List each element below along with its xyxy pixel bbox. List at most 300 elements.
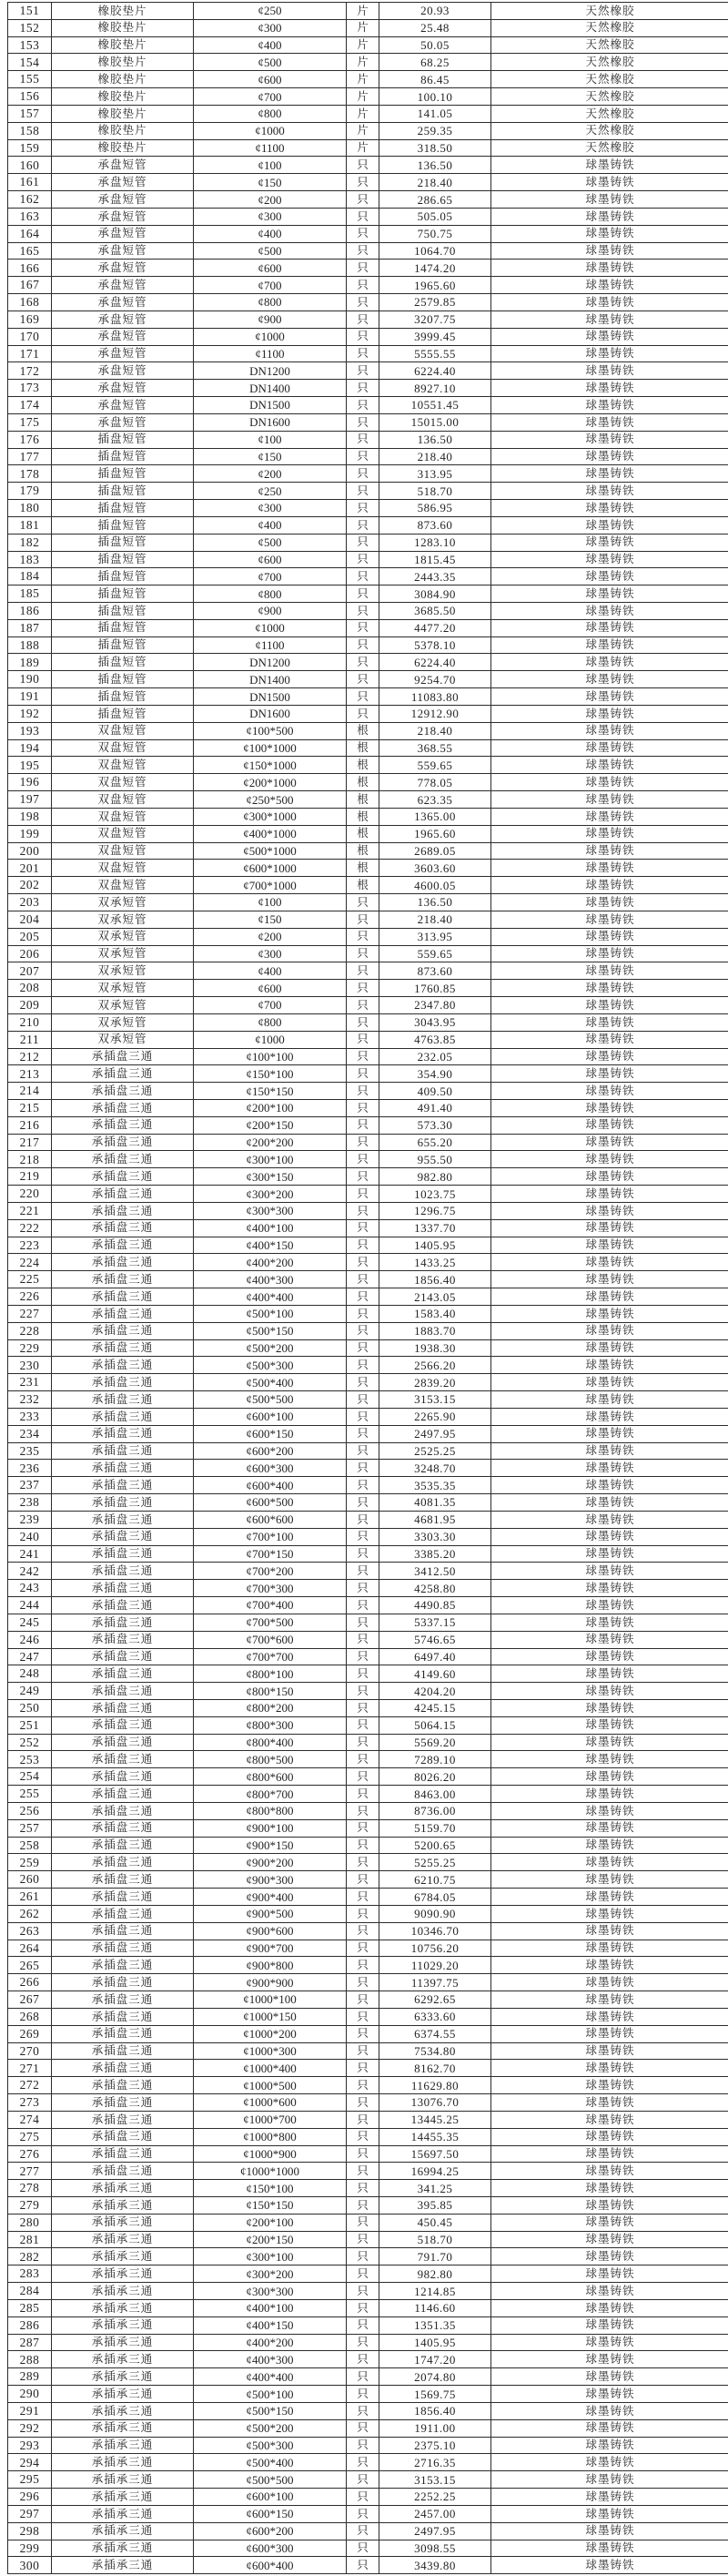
price-cell: 2525.25 xyxy=(379,1442,491,1460)
specification-cell: ¢100 xyxy=(194,431,347,448)
price-cell: 4681.95 xyxy=(379,1511,491,1528)
table-row xyxy=(8,1699,728,1716)
item-name-cell: 承插承三通 xyxy=(52,2368,194,2386)
row-number-cell: 153 xyxy=(8,36,52,54)
unit-cell: 只 xyxy=(347,2180,379,2197)
specification-cell: ¢600*200 xyxy=(194,2522,347,2540)
unit-cell: 只 xyxy=(347,1460,379,1477)
item-name-cell: 承盘短管 xyxy=(52,157,194,174)
price-cell: 232.05 xyxy=(379,1048,491,1065)
material-cell: 球墨铸铁 xyxy=(491,431,728,448)
material-cell: 球墨铸铁 xyxy=(491,1889,728,1906)
material-cell: 球墨铸铁 xyxy=(491,2042,728,2060)
specification-cell: ¢100 xyxy=(194,894,347,911)
price-cell: 3412.50 xyxy=(379,1563,491,1580)
price-cell: 1965.60 xyxy=(379,825,491,842)
price-cell: 873.60 xyxy=(379,516,491,534)
table-row xyxy=(8,1460,728,1477)
row-number-cell: 299 xyxy=(8,2540,52,2557)
unit-cell: 只 xyxy=(347,1425,379,1442)
row-number-cell: 218 xyxy=(8,1151,52,1168)
specification-cell: ¢600 xyxy=(194,260,347,277)
row-number-cell: 266 xyxy=(8,1974,52,1991)
row-number-cell: 248 xyxy=(8,1665,52,1683)
item-name-cell: 橡胶垫片 xyxy=(52,71,194,88)
price-cell: 4477.20 xyxy=(379,619,491,636)
material-cell: 球墨铸铁 xyxy=(491,1905,728,1922)
item-name-cell: 承插盘三通 xyxy=(52,2042,194,2060)
row-number-cell: 297 xyxy=(8,2505,52,2522)
table-row xyxy=(8,157,728,174)
material-cell: 球墨铸铁 xyxy=(491,1631,728,1648)
item-name-cell: 承插承三通 xyxy=(52,2180,194,2197)
material-cell: 球墨铸铁 xyxy=(491,277,728,294)
item-name-cell: 承插盘三通 xyxy=(52,1528,194,1545)
specification-cell: ¢800*150 xyxy=(194,1683,347,1700)
material-cell: 球墨铸铁 xyxy=(491,1322,728,1339)
unit-cell: 只 xyxy=(347,1802,379,1819)
row-number-cell: 185 xyxy=(8,585,52,603)
unit-cell: 片 xyxy=(347,3,379,20)
row-number-cell: 265 xyxy=(8,1957,52,1974)
row-number-cell: 192 xyxy=(8,705,52,722)
unit-cell: 片 xyxy=(347,36,379,54)
row-number-cell: 184 xyxy=(8,568,52,585)
unit-cell: 只 xyxy=(347,705,379,722)
table-row xyxy=(8,1716,728,1734)
material-cell: 球墨铸铁 xyxy=(491,636,728,654)
unit-cell: 只 xyxy=(347,2077,379,2094)
unit-cell: 只 xyxy=(347,1854,379,1871)
specification-cell: ¢300 xyxy=(194,500,347,517)
specification-cell: DN1400 xyxy=(194,671,347,688)
price-cell: 4245.15 xyxy=(379,1699,491,1716)
item-name-cell: 橡胶垫片 xyxy=(52,54,194,71)
material-cell: 球墨铸铁 xyxy=(491,585,728,603)
price-cell: 10756.20 xyxy=(379,1940,491,1957)
price-list-table xyxy=(7,2,728,2574)
row-number-cell: 243 xyxy=(8,1580,52,1597)
material-cell: 球墨铸铁 xyxy=(491,1288,728,1306)
unit-cell: 只 xyxy=(347,277,379,294)
item-name-cell: 承插盘三通 xyxy=(52,1716,194,1734)
row-number-cell: 263 xyxy=(8,1922,52,1940)
material-cell: 球墨铸铁 xyxy=(491,380,728,397)
specification-cell: ¢400*200 xyxy=(194,1254,347,1271)
table-row xyxy=(8,397,728,414)
material-cell: 球墨铸铁 xyxy=(491,2283,728,2300)
item-name-cell: 承插承三通 xyxy=(52,2522,194,2540)
price-cell: 15015.00 xyxy=(379,413,491,431)
unit-cell: 只 xyxy=(347,2351,379,2368)
price-cell: 6210.75 xyxy=(379,1871,491,1889)
row-number-cell: 203 xyxy=(8,894,52,911)
price-cell: 11029.20 xyxy=(379,1957,491,1974)
material-cell: 球墨铸铁 xyxy=(491,1974,728,1991)
material-cell: 球墨铸铁 xyxy=(491,894,728,911)
item-name-cell: 承插盘三通 xyxy=(52,1683,194,1700)
row-number-cell: 240 xyxy=(8,1528,52,1545)
price-cell: 2566.20 xyxy=(379,1357,491,1374)
table-row xyxy=(8,1442,728,1460)
unit-cell: 只 xyxy=(347,1339,379,1357)
material-cell: 球墨铸铁 xyxy=(491,877,728,894)
price-cell: 559.65 xyxy=(379,945,491,962)
row-number-cell: 244 xyxy=(8,1597,52,1614)
specification-cell: ¢400*300 xyxy=(194,1271,347,1288)
material-cell: 球墨铸铁 xyxy=(491,534,728,551)
item-name-cell: 承插承三通 xyxy=(52,2386,194,2403)
row-number-cell: 175 xyxy=(8,413,52,431)
table-row xyxy=(8,551,728,568)
specification-cell: DN1200 xyxy=(194,654,347,671)
row-number-cell: 286 xyxy=(8,2316,52,2334)
material-cell: 球墨铸铁 xyxy=(491,2299,728,2316)
table-row xyxy=(8,1013,728,1031)
row-number-cell: 172 xyxy=(8,362,52,380)
row-number-cell: 195 xyxy=(8,757,52,774)
item-name-cell: 承插盘三通 xyxy=(52,1889,194,1906)
table-row xyxy=(8,1889,728,1906)
row-number-cell: 234 xyxy=(8,1425,52,1442)
price-cell: 2347.80 xyxy=(379,997,491,1014)
price-cell: 3603.60 xyxy=(379,860,491,877)
table-row xyxy=(8,1186,728,1203)
specification-cell: ¢800*800 xyxy=(194,1802,347,1819)
specification-cell: ¢800 xyxy=(194,585,347,603)
material-cell: 球墨铸铁 xyxy=(491,174,728,191)
table-row xyxy=(8,2419,728,2437)
material-cell: 球墨铸铁 xyxy=(491,1528,728,1545)
unit-cell: 片 xyxy=(347,139,379,157)
item-name-cell: 承插盘三通 xyxy=(52,1922,194,1940)
item-name-cell: 承插盘三通 xyxy=(52,1288,194,1306)
row-number-cell: 155 xyxy=(8,71,52,88)
price-cell: 13445.25 xyxy=(379,2111,491,2128)
price-cell: 1146.60 xyxy=(379,2299,491,2316)
row-number-cell: 294 xyxy=(8,2454,52,2471)
row-number-cell: 187 xyxy=(8,619,52,636)
table-row xyxy=(8,1957,728,1974)
row-number-cell: 215 xyxy=(8,1100,52,1117)
table-row xyxy=(8,860,728,877)
item-name-cell: 承插盘三通 xyxy=(52,2163,194,2180)
specification-cell: ¢500*100 xyxy=(194,1305,347,1322)
unit-cell: 只 xyxy=(347,2231,379,2248)
table-row xyxy=(8,516,728,534)
specification-cell: ¢600 xyxy=(194,980,347,997)
unit-cell: 只 xyxy=(347,1528,379,1545)
unit-cell: 只 xyxy=(347,980,379,997)
table-row xyxy=(8,1734,728,1751)
row-number-cell: 272 xyxy=(8,2077,52,2094)
price-cell: 873.60 xyxy=(379,962,491,980)
item-name-cell: 承盘短管 xyxy=(52,397,194,414)
specification-cell: ¢300*100 xyxy=(194,1151,347,1168)
table-row xyxy=(8,122,728,139)
unit-cell: 片 xyxy=(347,19,379,36)
price-cell: 623.35 xyxy=(379,791,491,809)
item-name-cell: 承插盘三通 xyxy=(52,1819,194,1837)
specification-cell: ¢500*400 xyxy=(194,1374,347,1391)
unit-cell: 只 xyxy=(347,1391,379,1409)
row-number-cell: 166 xyxy=(8,260,52,277)
item-name-cell: 承插盘三通 xyxy=(52,1665,194,1683)
row-number-cell: 209 xyxy=(8,997,52,1014)
item-name-cell: 插盘短管 xyxy=(52,516,194,534)
specification-cell: ¢500 xyxy=(194,54,347,71)
material-cell: 球墨铸铁 xyxy=(491,1186,728,1203)
table-row xyxy=(8,328,728,345)
price-cell: 4600.05 xyxy=(379,877,491,894)
table-row xyxy=(8,1219,728,1237)
item-name-cell: 承插盘三通 xyxy=(52,2060,194,2077)
unit-cell: 根 xyxy=(347,774,379,791)
material-cell: 球墨铸铁 xyxy=(491,2077,728,2094)
price-cell: 68.25 xyxy=(379,54,491,71)
specification-cell: ¢700*300 xyxy=(194,1580,347,1597)
item-name-cell: 承插盘三通 xyxy=(52,1734,194,1751)
material-cell: 天然橡胶 xyxy=(491,36,728,54)
material-cell: 球墨铸铁 xyxy=(491,2316,728,2334)
unit-cell: 只 xyxy=(347,1305,379,1322)
unit-cell: 只 xyxy=(347,225,379,242)
specification-cell: DN1600 xyxy=(194,413,347,431)
item-name-cell: 承插盘三通 xyxy=(52,1186,194,1203)
specification-cell: ¢200 xyxy=(194,191,347,209)
price-cell: 11397.75 xyxy=(379,1974,491,1991)
unit-cell: 只 xyxy=(347,2248,379,2265)
table-row xyxy=(8,705,728,722)
item-name-cell: 承插承三通 xyxy=(52,2351,194,2368)
row-number-cell: 220 xyxy=(8,1186,52,1203)
specification-cell: ¢1100 xyxy=(194,636,347,654)
unit-cell: 只 xyxy=(347,2386,379,2403)
material-cell: 球墨铸铁 xyxy=(491,722,728,739)
row-number-cell: 290 xyxy=(8,2386,52,2403)
item-name-cell: 承盘短管 xyxy=(52,208,194,225)
item-name-cell: 双承短管 xyxy=(52,962,194,980)
price-cell: 2716.35 xyxy=(379,2454,491,2471)
table-row xyxy=(8,1665,728,1683)
unit-cell: 只 xyxy=(347,1168,379,1186)
unit-cell: 只 xyxy=(347,1494,379,1512)
table-row xyxy=(8,2025,728,2042)
table-row xyxy=(8,534,728,551)
unit-cell: 只 xyxy=(347,2197,379,2215)
table-row xyxy=(8,1425,728,1442)
price-cell: 12912.90 xyxy=(379,705,491,722)
item-name-cell: 双盘短管 xyxy=(52,860,194,877)
item-name-cell: 插盘短管 xyxy=(52,483,194,500)
specification-cell: ¢200*150 xyxy=(194,2231,347,2248)
price-cell: 2497.95 xyxy=(379,2522,491,2540)
row-number-cell: 212 xyxy=(8,1048,52,1065)
price-cell: 6333.60 xyxy=(379,2008,491,2025)
table-row xyxy=(8,688,728,706)
item-name-cell: 承插盘三通 xyxy=(52,1511,194,1528)
unit-cell: 只 xyxy=(347,242,379,260)
item-name-cell: 插盘短管 xyxy=(52,688,194,706)
price-cell: 559.65 xyxy=(379,757,491,774)
row-number-cell: 289 xyxy=(8,2368,52,2386)
unit-cell: 根 xyxy=(347,860,379,877)
table-row xyxy=(8,722,728,739)
price-cell: 1337.70 xyxy=(379,1219,491,1237)
unit-cell: 片 xyxy=(347,71,379,88)
table-row xyxy=(8,1116,728,1134)
table-row xyxy=(8,1168,728,1186)
item-name-cell: 承盘短管 xyxy=(52,174,194,191)
price-cell: 9254.70 xyxy=(379,671,491,688)
material-cell: 球墨铸铁 xyxy=(491,294,728,311)
price-cell: 341.25 xyxy=(379,2180,491,2197)
unit-cell: 只 xyxy=(347,2060,379,2077)
specification-cell: ¢1000*400 xyxy=(194,2060,347,2077)
material-cell: 球墨铸铁 xyxy=(491,1168,728,1186)
row-number-cell: 273 xyxy=(8,2094,52,2112)
row-number-cell: 213 xyxy=(8,1065,52,1083)
material-cell: 球墨铸铁 xyxy=(491,2214,728,2231)
item-name-cell: 承插盘三通 xyxy=(52,1563,194,1580)
specification-cell: ¢700 xyxy=(194,568,347,585)
item-name-cell: 承插盘三通 xyxy=(52,1974,194,1991)
price-cell: 136.50 xyxy=(379,157,491,174)
item-name-cell: 承盘短管 xyxy=(52,225,194,242)
unit-cell: 只 xyxy=(347,962,379,980)
unit-cell: 只 xyxy=(347,1511,379,1528)
price-cell: 7289.10 xyxy=(379,1751,491,1768)
price-cell: 20.93 xyxy=(379,3,491,20)
specification-cell: ¢200*150 xyxy=(194,1116,347,1134)
material-cell: 球墨铸铁 xyxy=(491,1254,728,1271)
price-cell: 2497.95 xyxy=(379,1425,491,1442)
row-number-cell: 183 xyxy=(8,551,52,568)
item-name-cell: 双盘短管 xyxy=(52,774,194,791)
material-cell: 天然橡胶 xyxy=(491,139,728,157)
unit-cell: 只 xyxy=(347,1614,379,1631)
material-cell: 球墨铸铁 xyxy=(491,1048,728,1065)
unit-cell: 只 xyxy=(347,1957,379,1974)
item-name-cell: 插盘短管 xyxy=(52,671,194,688)
unit-cell: 只 xyxy=(347,174,379,191)
unit-cell: 只 xyxy=(347,2042,379,2060)
row-number-cell: 227 xyxy=(8,1305,52,1322)
unit-cell: 根 xyxy=(347,722,379,739)
specification-cell: ¢700*1000 xyxy=(194,877,347,894)
item-name-cell: 承盘短管 xyxy=(52,362,194,380)
price-cell: 8162.70 xyxy=(379,2060,491,2077)
row-number-cell: 194 xyxy=(8,739,52,757)
specification-cell: ¢500*300 xyxy=(194,2437,347,2454)
item-name-cell: 承插盘三通 xyxy=(52,1940,194,1957)
material-cell: 天然橡胶 xyxy=(491,105,728,122)
item-name-cell: 承插盘三通 xyxy=(52,1357,194,1374)
specification-cell: ¢1000*800 xyxy=(194,2128,347,2145)
specification-cell: ¢900*700 xyxy=(194,1940,347,1957)
row-number-cell: 163 xyxy=(8,208,52,225)
material-cell: 球墨铸铁 xyxy=(491,157,728,174)
price-cell: 1433.25 xyxy=(379,1254,491,1271)
material-cell: 球墨铸铁 xyxy=(491,2163,728,2180)
specification-cell: ¢100*100 xyxy=(194,1048,347,1065)
unit-cell: 只 xyxy=(347,1699,379,1716)
item-name-cell: 承插承三通 xyxy=(52,2471,194,2489)
specification-cell: ¢900*500 xyxy=(194,1905,347,1922)
price-cell: 586.95 xyxy=(379,500,491,517)
unit-cell: 只 xyxy=(347,2334,379,2351)
item-name-cell: 承插盘三通 xyxy=(52,1339,194,1357)
price-cell: 1583.40 xyxy=(379,1305,491,1322)
price-cell: 218.40 xyxy=(379,448,491,465)
table-row xyxy=(8,757,728,774)
material-cell: 球墨铸铁 xyxy=(491,1339,728,1357)
price-cell: 1296.75 xyxy=(379,1202,491,1219)
specification-cell: ¢700*400 xyxy=(194,1597,347,1614)
table-row xyxy=(8,739,728,757)
price-cell: 136.50 xyxy=(379,431,491,448)
unit-cell: 只 xyxy=(347,413,379,431)
row-number-cell: 205 xyxy=(8,928,52,945)
price-cell: 1747.20 xyxy=(379,2351,491,2368)
price-cell: 1938.30 xyxy=(379,1339,491,1357)
item-name-cell: 承插盘三通 xyxy=(52,1237,194,1254)
specification-cell: ¢400 xyxy=(194,36,347,54)
item-name-cell: 承插盘三通 xyxy=(52,1786,194,1803)
specification-cell: ¢600*150 xyxy=(194,2505,347,2522)
item-name-cell: 橡胶垫片 xyxy=(52,3,194,20)
price-cell: 1856.40 xyxy=(379,1271,491,1288)
unit-cell: 只 xyxy=(347,2299,379,2316)
price-cell: 16994.25 xyxy=(379,2163,491,2180)
table-row xyxy=(8,1940,728,1957)
item-name-cell: 承插盘三通 xyxy=(52,1202,194,1219)
price-cell: 11629.80 xyxy=(379,2077,491,2094)
row-number-cell: 229 xyxy=(8,1339,52,1357)
specification-cell: ¢1000*700 xyxy=(194,2111,347,2128)
material-cell: 球墨铸铁 xyxy=(491,448,728,465)
row-number-cell: 292 xyxy=(8,2419,52,2437)
row-number-cell: 171 xyxy=(8,345,52,362)
specification-cell: ¢800*200 xyxy=(194,1699,347,1716)
row-number-cell: 293 xyxy=(8,2437,52,2454)
row-number-cell: 151 xyxy=(8,3,52,20)
material-cell: 球墨铸铁 xyxy=(491,2197,728,2215)
item-name-cell: 承插承三通 xyxy=(52,2540,194,2557)
material-cell: 球墨铸铁 xyxy=(491,1854,728,1871)
unit-cell: 只 xyxy=(347,1322,379,1339)
item-name-cell: 承插盘三通 xyxy=(52,1305,194,1322)
price-cell: 1405.95 xyxy=(379,1237,491,1254)
unit-cell: 只 xyxy=(347,2214,379,2231)
material-cell: 球墨铸铁 xyxy=(491,2265,728,2283)
item-name-cell: 插盘短管 xyxy=(52,551,194,568)
unit-cell: 只 xyxy=(347,2111,379,2128)
specification-cell: ¢400*150 xyxy=(194,2316,347,2334)
unit-cell: 只 xyxy=(347,1134,379,1151)
price-cell: 1760.85 xyxy=(379,980,491,997)
specification-cell: ¢700 xyxy=(194,277,347,294)
row-number-cell: 197 xyxy=(8,791,52,809)
material-cell: 球墨铸铁 xyxy=(491,1940,728,1957)
table-row xyxy=(8,1802,728,1819)
material-cell: 球墨铸铁 xyxy=(491,1065,728,1083)
row-number-cell: 284 xyxy=(8,2283,52,2300)
row-number-cell: 257 xyxy=(8,1819,52,1837)
item-name-cell: 承插盘三通 xyxy=(52,1065,194,1083)
specification-cell: ¢700*600 xyxy=(194,1631,347,1648)
price-cell: 2579.85 xyxy=(379,294,491,311)
